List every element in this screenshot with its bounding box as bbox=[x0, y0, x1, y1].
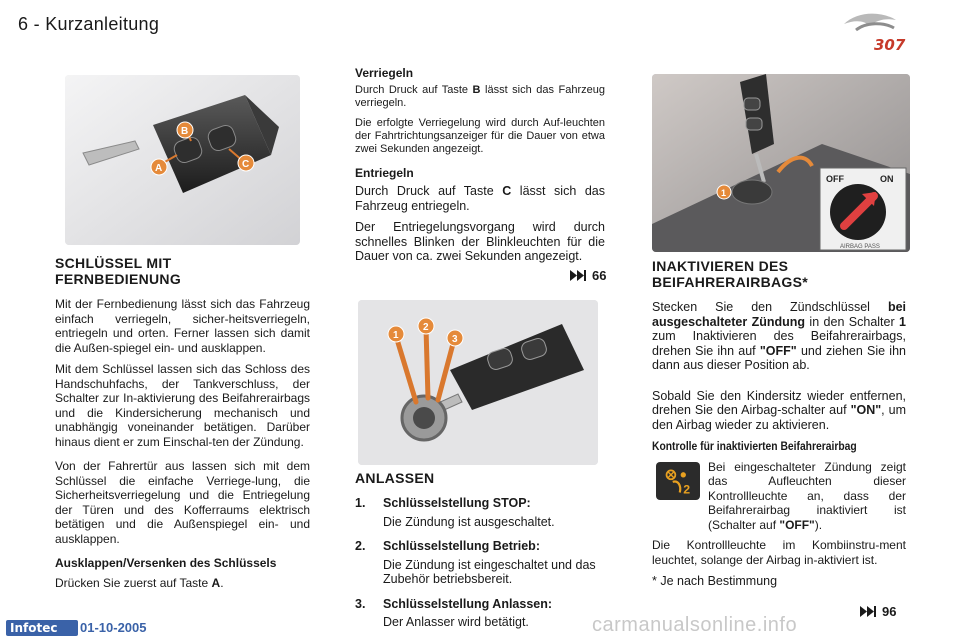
title-line: SCHLÜSSEL MIT bbox=[55, 255, 172, 271]
step-label: Schlüsselstellung Anlassen: bbox=[383, 596, 553, 611]
emphasis: "OFF" bbox=[759, 343, 797, 358]
step-label: Schlüsselstellung STOP: bbox=[383, 496, 531, 510]
remote-key-section bbox=[55, 255, 310, 598]
airbag-switch-image bbox=[652, 74, 910, 252]
reference-number: 96 bbox=[882, 604, 897, 619]
ignition-label-3: 3 bbox=[452, 334, 458, 345]
paragraph bbox=[652, 389, 906, 433]
paragraph bbox=[708, 460, 906, 533]
step-label: Schlüsselstellung Betrieb: bbox=[383, 539, 540, 553]
peugeot-lion-icon bbox=[836, 6, 916, 58]
paragraph bbox=[355, 184, 605, 213]
text: Bei eingeschalteter Zündung zeigt das Aufleuchten dieser Kontrollleuchte an, dass der Beifahrerairbag inaktiviert ist (Schalter auf bbox=[708, 459, 906, 532]
switch-caption: AIRBAG PASS bbox=[840, 244, 880, 250]
step-item bbox=[355, 597, 615, 630]
model-number: 307 bbox=[874, 36, 906, 54]
text: ). bbox=[814, 517, 823, 532]
title-line: FERNBEDIENUNG bbox=[55, 271, 182, 287]
paragraph: Die erfolgte Verriegelung wird durch Auf-leuchten der Fahrtrichtungsanzeiger für die Dauer von etwa zwei Sekunden angezeigt. bbox=[355, 117, 605, 155]
title-line: INAKTIVIEREN DES bbox=[652, 258, 789, 274]
locking-section bbox=[355, 66, 605, 271]
text: Stecken Sie den Zündschlüssel bbox=[652, 300, 888, 314]
step-description: Die Zündung ist ausgeschaltet. bbox=[383, 514, 555, 529]
subsection-title-control: Kontrolle für inaktivierten Beifahrerairbag bbox=[652, 439, 857, 453]
page-reference-66[interactable] bbox=[570, 268, 606, 283]
key-label-c: C bbox=[242, 159, 250, 170]
subsection-title-fold-key: Ausklappen/Versenken des Schlüssels bbox=[55, 556, 277, 570]
text: in den Schalter bbox=[805, 314, 900, 329]
ignition-label-1: 1 bbox=[393, 330, 399, 341]
ignition-key-image bbox=[358, 300, 598, 465]
section-title-airbag bbox=[652, 258, 906, 290]
paragraph: Der Entriegelungsvorgang wird durch schnelles Blinken der Blinkleuchten für die Dauer von ca. zwei Sekunden angezeigt. bbox=[355, 220, 605, 263]
key-ref: C bbox=[502, 184, 512, 198]
airbag-deactivation-section bbox=[652, 258, 906, 596]
key-ref: A bbox=[211, 576, 221, 590]
text: Sobald Sie den Kindersitz wieder entfernen, drehen Sie den Airbag-schalter auf bbox=[652, 388, 906, 417]
step-item bbox=[355, 539, 615, 587]
text: Drücken Sie zuerst auf Taste bbox=[55, 576, 212, 590]
fast-forward-icon bbox=[860, 606, 876, 617]
emphasis: bei ausgeschalteter Zündung bbox=[652, 300, 906, 329]
paragraph bbox=[652, 300, 906, 373]
step-number: 3. bbox=[355, 596, 366, 611]
switch-on-label: ON bbox=[880, 174, 894, 184]
text: lässt sich das Fahrzeug entriegeln. bbox=[355, 184, 605, 213]
ignition-label-2: 2 bbox=[423, 322, 429, 333]
step-description: Die Zündung ist eingeschaltet und das Zubehör betriebsbereit. bbox=[383, 557, 596, 586]
emphasis: "ON" bbox=[850, 403, 882, 417]
infotec-brand: Infotec bbox=[6, 620, 78, 636]
step-number: 1. bbox=[355, 496, 366, 510]
airbag-off-warning-icon bbox=[656, 462, 700, 500]
paragraph: Mit der Fernbedienung lässt sich das Fahrzeug einfach verriegeln, sicher-heitsverriegeln, entriegeln und orten. Ferner lassen sich damit die Außen-spiegel ein- und ausklappen. bbox=[55, 297, 310, 355]
key-ref: B bbox=[472, 84, 481, 96]
paragraph: Von der Fahrertür aus lassen sich mit dem Schlüssel die einfache Verriege-lung, die Sicherheitsverriegelung und die Entriegelung der Türen und des Kofferraums elektrisch betätigen und die Außenspiegel ein- und ausklappen. bbox=[55, 459, 310, 546]
emphasis: 1 bbox=[899, 314, 906, 329]
title-line: BEIFAHRERAIRBAGS* bbox=[652, 274, 809, 290]
step-item bbox=[355, 496, 615, 529]
svg-text:2: 2 bbox=[683, 481, 691, 496]
section-title-starting: ANLASSEN bbox=[355, 470, 435, 486]
remote-key-image bbox=[65, 75, 300, 245]
starting-section bbox=[355, 470, 615, 630]
switch-off-label: OFF bbox=[826, 174, 844, 184]
text: lässt sich das Fahrzeug verriegeln. bbox=[355, 84, 605, 109]
print-date: 01-10-2005 bbox=[80, 620, 147, 635]
footnote: * Je nach Bestimmung bbox=[652, 574, 778, 588]
starting-steps bbox=[355, 496, 615, 630]
page-reference-96[interactable] bbox=[860, 604, 896, 619]
watermark: carmanualsonline.info bbox=[592, 614, 798, 636]
text: , um den Airbag wieder zu aktivieren. bbox=[652, 403, 907, 432]
subsection-title-unlock: Entriegeln bbox=[355, 166, 414, 180]
paragraph: Mit dem Schlüssel lassen sich das Schloss des Handschuhfachs, der Tankverschluss, der Schalter zur In-aktivierung des Beifahrerairbags und die Kindersicherung mechanisch und unabhängig voneinander betätigen. Darüber hinaus dient er zum Einschal-ten der Zündung. bbox=[55, 362, 310, 449]
page-header: 6 - Kurzanleitung bbox=[18, 14, 160, 34]
paragraph bbox=[355, 84, 605, 110]
subsection-title-lock: Verriegeln bbox=[355, 66, 414, 80]
step-description: Der Anlasser wird betätigt. bbox=[383, 615, 529, 629]
text: und ziehen Sie ihn dann aus dieser Position ab. bbox=[652, 343, 906, 372]
section-title-remote-key bbox=[55, 255, 310, 287]
fast-forward-icon bbox=[570, 270, 586, 281]
reference-number: 66 bbox=[592, 268, 607, 283]
key-label-a: A bbox=[155, 163, 163, 174]
text: Durch Druck auf Taste bbox=[355, 84, 473, 96]
paragraph bbox=[55, 576, 310, 591]
peugeot-307-logo bbox=[836, 6, 916, 58]
warning-light-explanation bbox=[652, 460, 906, 533]
text: Durch Druck auf Taste bbox=[355, 184, 503, 198]
key-label-b: B bbox=[181, 126, 189, 137]
text: zum Inaktivieren des Beifahrerairbags, drehen Sie ihn auf bbox=[652, 329, 906, 358]
text: . bbox=[220, 576, 224, 590]
emphasis: "OFF" bbox=[779, 517, 815, 532]
step-number: 2. bbox=[355, 539, 366, 553]
switch-label-1: 1 bbox=[721, 188, 727, 198]
paragraph: Die Kontrollleuchte im Kombiinstru-ment leuchtet, solange der Airbag in-aktiviert ist. bbox=[652, 538, 906, 567]
